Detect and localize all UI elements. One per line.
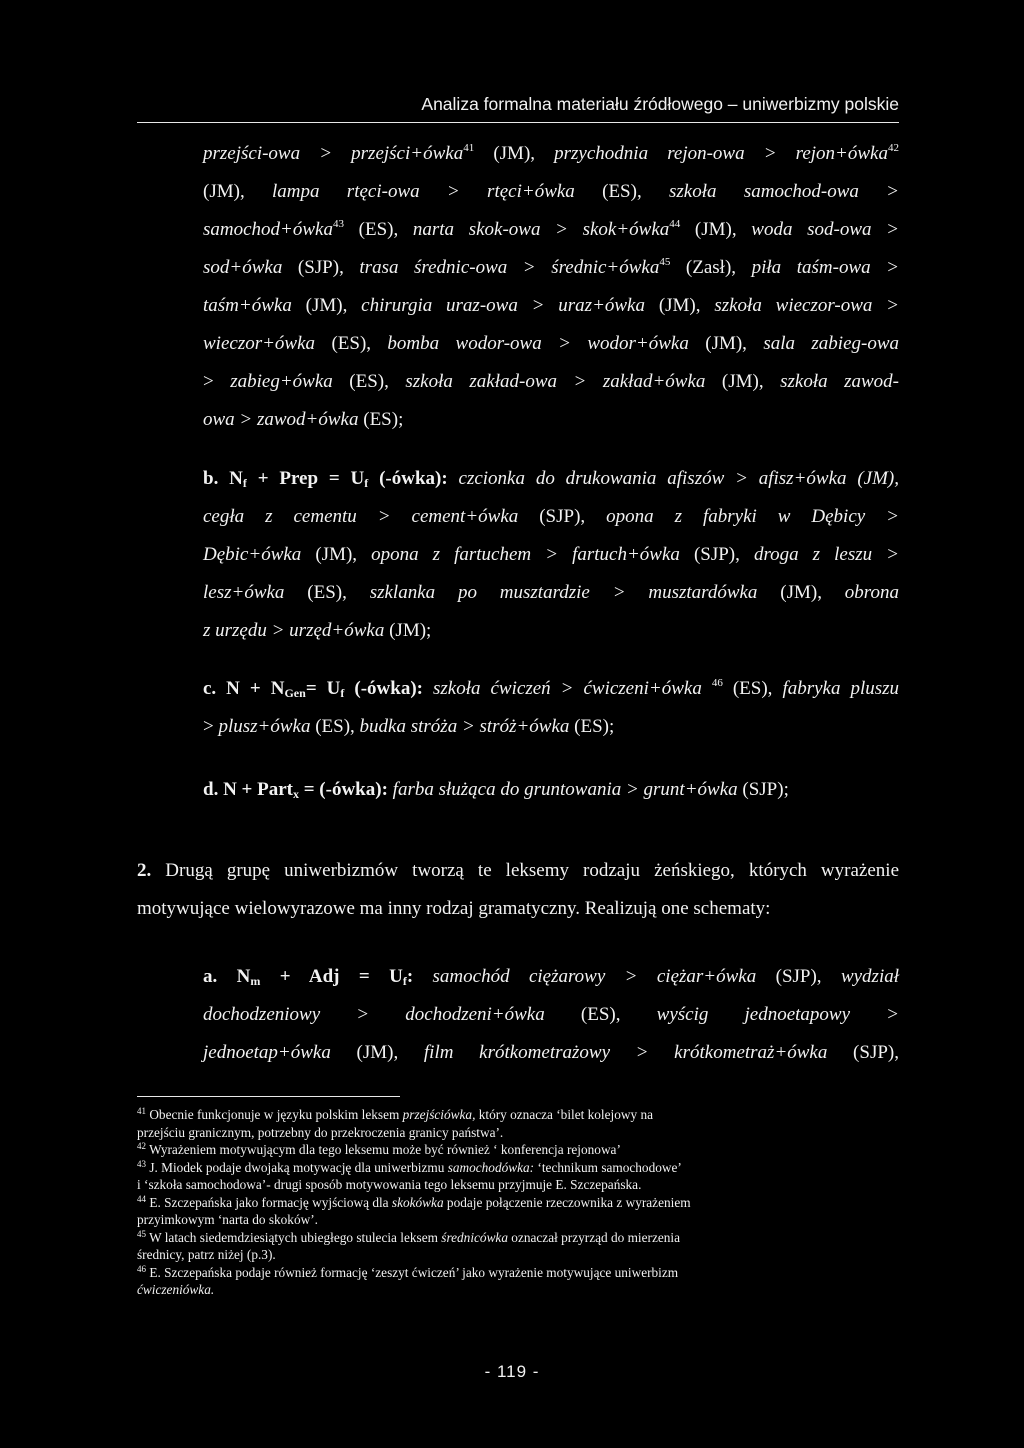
text-line: a. $N_m$ + Adj = $U_f$: samochód ciężarowy > ciężar+ówka (SJP), wydział <box>203 966 899 988</box>
text-line: przejści-owa > przejści+ówka$^{41}$ (JM), przychodnia rejon-owa > rejon+ówka$^{42}$ <box>203 142 899 164</box>
footnote-line: $^{43}$ J. Miodek podaje dwojaką motywację dla uniwerbizmu samochodówka: ‘technikum samochodowe’ <box>137 1158 682 1175</box>
footnote-line: przejściu granicznym, potrzebny do przekroczenia granicy państwa’. <box>137 1124 504 1140</box>
text-line: c. $N + N_{Gen}= U_f$ (-ówka): szkoła ćwiczeń > ćwiczeni+ówka $^{46}$ (ES), fabryka pluszu <box>203 677 900 700</box>
schema-d <box>203 771 899 809</box>
schema-a <box>203 958 899 1072</box>
text-line: samochod+ówka$^{43}$ (ES), narta skok-owa > skok+ówka$^{44}$ (JM), woda sod-owa > <box>203 218 899 240</box>
footnote-line: ćwiczeniówka. <box>137 1282 215 1297</box>
text-line: 2. Drugą grupę uniwerbizmów tworzą te leksemy rodzaju żeńskiego, których wyrażenie <box>137 860 899 881</box>
footnote-line: $^{42}$ Wyrażeniem motywującym dla tego leksemu może być również ‘ konferencja rejonowa’ <box>137 1141 621 1157</box>
text-line: Dębic+ówka (JM), opona z fartuchem > fartuch+ówka (SJP), droga z leszu > <box>203 544 899 565</box>
schema-b <box>203 460 899 650</box>
text-line: z urzędu > urzęd+ówka (JM); <box>203 620 432 641</box>
footnote-separator <box>137 1096 400 1097</box>
footnote-line: $^{44}$ E. Szczepańska jako formację wyjściową dla skokówka podaje połączenie rzeczownika z wyrażeniem <box>137 1193 691 1210</box>
text-line: lesz+ówka (ES), szklanka po musztardzie > musztardówka (JM), obrona <box>203 582 899 603</box>
text-line: wieczor+ówka (ES), bomba wodor-owa > wodor+ówka (JM), sala zabieg-owa <box>203 333 900 354</box>
footnotes <box>137 1106 899 1299</box>
footnote-line: przyimkowym ‘narta do skoków’. <box>137 1212 318 1227</box>
page-number: - 119 - <box>484 1362 540 1381</box>
footnote-line: $^{41}$ Obecnie funkcjonuje w języku polskim leksem przejściówka, który oznacza ‘bilet kolejowy na <box>137 1106 653 1122</box>
footnote-line: $^{45}$ W latach siedemdziesiątych ubiegłego stulecia leksem średnicówka oznaczał przyrząd do mierzenia <box>137 1228 680 1245</box>
paragraph-group-2 <box>137 852 899 928</box>
text-line: motywujące wielowyrazowe ma inny rodzaj gramatyczny. Realizują one schematy: <box>137 898 771 919</box>
text-line: > zabieg+ówka (ES), szkoła zakład-owa > zakład+ówka (JM), szkoła zawod- <box>203 371 900 392</box>
text-line: jednoetap+ówka (JM), film krótkometrażowy > krótkometraż+ówka (SJP), <box>203 1042 899 1063</box>
footnote-line: $^{46}$ E. Szczepańska podaje również formację ‘zeszyt ćwiczeń’ jako wyrażenie motywujące uniwerbizm <box>137 1263 679 1280</box>
text-line: b. $N_f$ + Prep = $U_f$ (-ówka): czcionka do drukowania afiszów > afisz+ówka (JM), <box>203 468 899 490</box>
footnote-line: średnicy, patrz niżej (p.3). <box>137 1247 276 1262</box>
text-line: cegła z cementu > cement+ówka (SJP), opona z fabryki w Dębicy > <box>203 506 899 527</box>
text-line: > plusz+ówka (ES), budka stróża > stróż+ówka (ES); <box>203 716 615 737</box>
text-line: (JM), lampa rtęci-owa > rtęci+ówka (ES), szkoła samochod-owa > <box>203 181 899 202</box>
text-line: owa > zawod+ówka (ES); <box>203 409 404 430</box>
paragraph-examples-continued <box>203 135 899 439</box>
footnote-line: i ‘szkoła samochodowa’- drugi sposób motywowania tego leksemu przyjmuje E. Szczepańska. <box>137 1177 642 1192</box>
running-header <box>137 94 899 123</box>
text-line: dochodzeniowy > dochodzeni+ówka (ES), wyścig jednoetapowy > <box>203 1004 900 1025</box>
schema-c <box>203 670 899 746</box>
text-line: sod+ówka (SJP), trasa średnic-owa > średnic+ówka$^{45}$ (Zasł), piła taśm-owa > <box>203 256 900 278</box>
text-line: d. N + Part$_x$ = (-ówka): farba służąca do gruntowania > grunt+ówka (SJP); <box>203 779 789 801</box>
text-line: taśm+ówka (JM), chirurgia uraz-owa > uraz+ówka (JM), szkoła wieczor-owa > <box>203 295 899 316</box>
running-title: Analiza formalna materiału źródłowego – uniwerbizmy polskie <box>421 94 899 114</box>
